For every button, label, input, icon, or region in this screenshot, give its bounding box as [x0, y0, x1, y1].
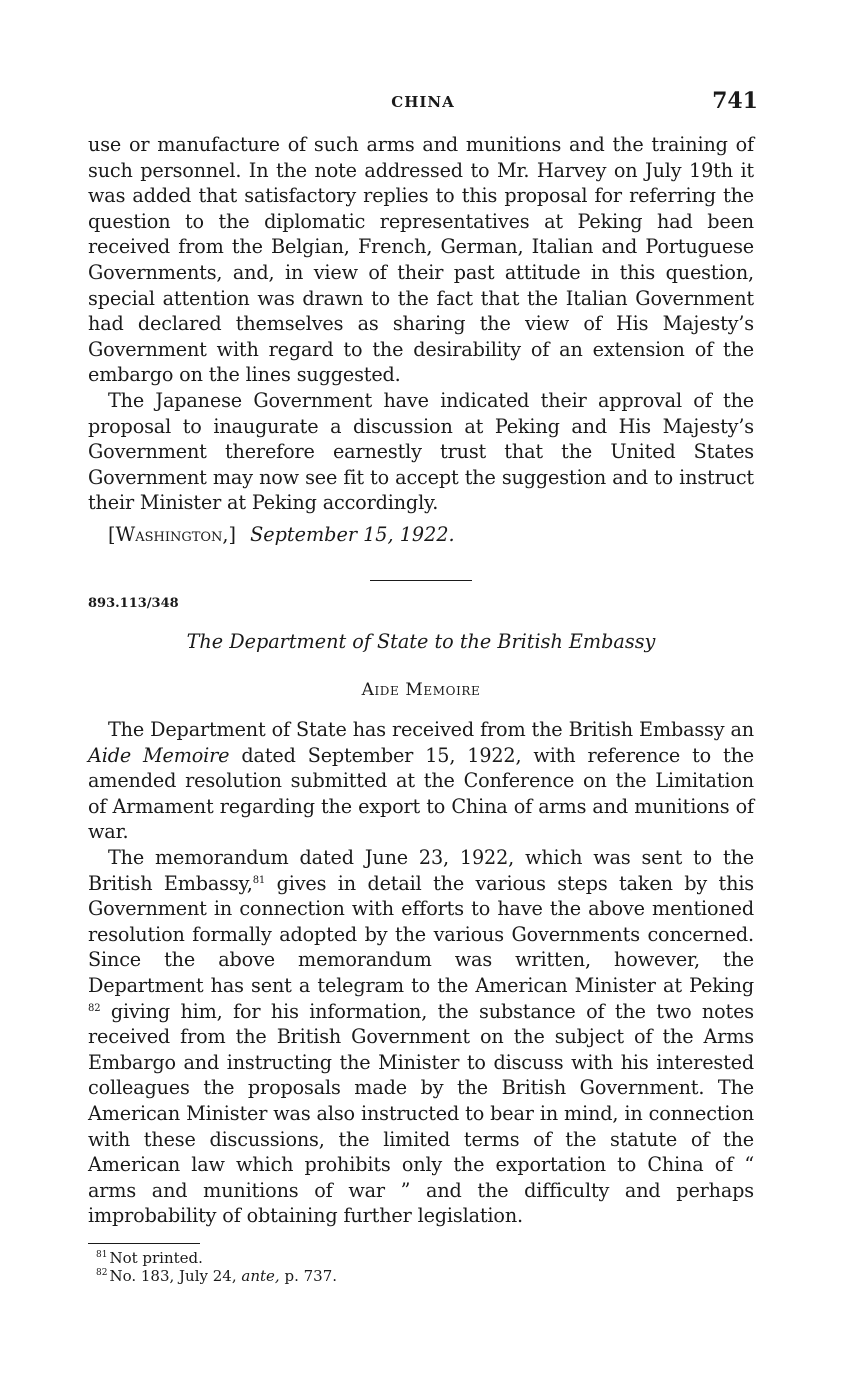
footnote-italic: ante,	[241, 1267, 280, 1285]
footnote-ref-81[interactable]: 81	[252, 874, 266, 886]
footnotes	[96, 1249, 337, 1285]
footnote-text-start: No. 183, July 24,	[109, 1267, 237, 1285]
document-subtitle: Aide Memoire	[361, 680, 481, 700]
memorandum-part-3: giving him, for his information, the substance of the two notes received from the British Government on the subject of the Arms Embargo and instructing the Minister to discuss with his interested colleagues the proposals made by the British Government. The American Minister was also instructed to bear in mind, in connection with these discussions, the limited terms of the statute of the American law which prohibits only the exportation to China of “ arms and munitions of war ” and the difficulty and perhaps improbability of obtaining further legislation.	[88, 999, 754, 1228]
continued-text-block	[88, 132, 754, 516]
paragraph-japanese-government: The Japanese Government have indicated their approval of the proposal to inaugurate a discussion at Peking and His Majesty’s Government therefore earnestly trust that the United States Government may now see fit to accept the suggestion and to instruct their Minister at Peking accordingly.	[88, 388, 754, 515]
dateline-date: September 15, 1922.	[250, 523, 455, 546]
memoire-text-block	[88, 717, 754, 1229]
aide-memoire-italic: Aide Memoire	[88, 743, 230, 767]
footnote-mark: 81	[96, 1250, 108, 1260]
memorandum-part-2: gives in detail the various steps taken by this Government in connection with efforts to have the above mentioned resolution formally adopted by the various Governments concerned. Since the above memorandum was written, however, the Department has sent a telegram to the American Minister at Peking	[88, 871, 755, 997]
footnote-ref-82[interactable]: 82	[88, 1002, 101, 1014]
memorandum-part-1: The memorandum dated June 23, 1922, which was sent to the British Embassy,	[88, 845, 754, 895]
dateline-place: [Washington,]	[108, 523, 237, 546]
paragraph-received-start: The Department of State has received from the British Embassy an	[108, 718, 754, 741]
dateline	[108, 522, 455, 548]
footnote-81	[96, 1249, 337, 1267]
document-title: The Department of State to the British Embassy	[186, 630, 656, 653]
file-number: 893.113/348	[88, 596, 179, 611]
paragraph-received-end: dated September 15, 1922, with reference to the amended resolution submitted at the Conference on the Limitation of Armament regarding the export to China of arms and munitions of war.	[88, 743, 755, 844]
paragraph-continuation: use or manufacture of such arms and munitions and the training of such personnel. In the note addressed to Mr. Harvey on July 19th it was added that satisfactory replies to this proposal for referring the question to the diplomatic representatives at Peking had been received from the Belgian, French, German, Italian and Portuguese Governments, and, in view of their past attitude in this question, special attention was drawn to the fact that the Italian Government had declared themselves as sharing the view of His Majesty’s Government with regard to the desirability of an extension of the embargo on the lines suggested.	[88, 133, 754, 387]
running-title: CHINA	[391, 93, 455, 111]
footnote-divider	[88, 1243, 200, 1244]
paragraph-received	[88, 717, 754, 845]
page-number: 741	[712, 88, 758, 114]
footnote-text-end: p. 737.	[284, 1267, 338, 1285]
footnote-82	[96, 1267, 337, 1285]
running-head	[88, 88, 758, 118]
section-divider	[370, 580, 472, 581]
paragraph-memorandum	[88, 845, 754, 1229]
footnote-mark: 82	[96, 1268, 108, 1278]
footnote-text: Not printed.	[109, 1249, 203, 1267]
